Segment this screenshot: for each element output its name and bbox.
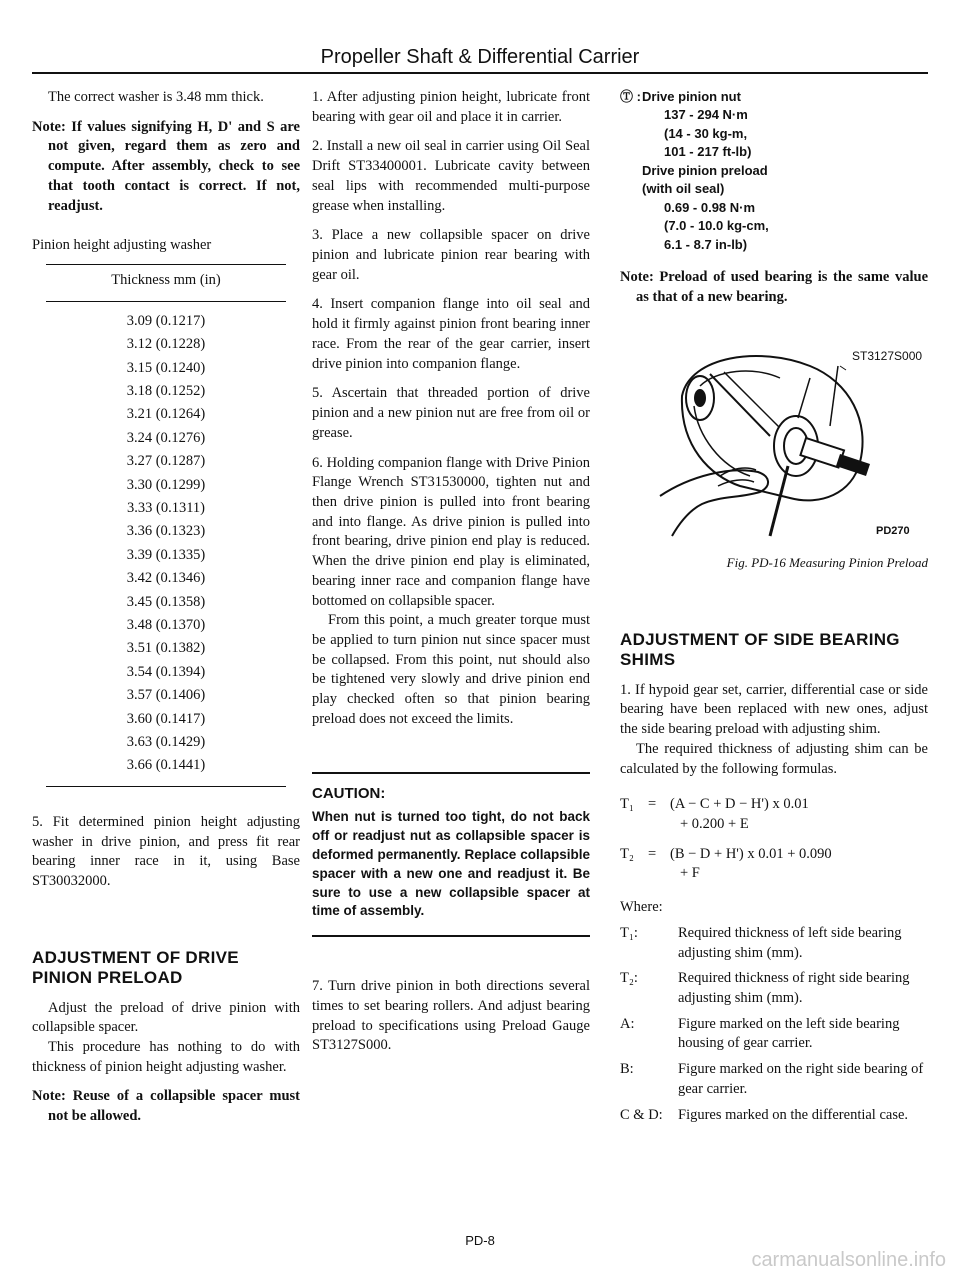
header-rule [32, 72, 928, 74]
para-adjust-preload: Adjust the preload of drive pinion with collapsible spacer. [32, 999, 300, 1036]
heading-drive-pinion-preload: ADJUSTMENT OF DRIVE PINION PRELOAD [32, 947, 239, 988]
table-row: 3.12 (0.1228) [126, 336, 206, 353]
column-middle [312, 88, 590, 1066]
spec-line: 6.1 - 8.7 in-lb) [664, 236, 748, 252]
table-row: 3.30 (0.1299) [126, 476, 206, 493]
formula-t2 [620, 845, 928, 884]
definition-value: Figures marked on the differential case. [678, 1106, 909, 1123]
step-1: 1. After adjusting pinion height, lubricate front bearing with gear oil and place it in carrier. [312, 89, 590, 125]
spec-line: 0.69 - 0.98 N·m [664, 199, 756, 215]
formula-t1-symbol: T₁ [620, 796, 634, 813]
table-row: 3.09 (0.1217) [126, 312, 206, 329]
torque-symbol-icon: Ⓣ : [620, 89, 641, 104]
definition-item [620, 1106, 928, 1126]
definition-value: Figure marked on the right side bearing of gear carrier. [678, 1061, 924, 1097]
definition-key: T₁: [620, 924, 638, 941]
formula-t1-line2: + 0.200 + E [680, 816, 749, 832]
formula-t2-line1: (B − D + H') x 0.01 + 0.090 [670, 845, 832, 862]
intro-paragraph: The correct washer is 3.48 mm thick. [48, 89, 264, 105]
definition-value: Required thickness of right side bearing adjusting shim (mm). [678, 970, 910, 1007]
para-side-bearing-2: The required thickness of adjusting shim can be calculated by the following formulas. [620, 740, 928, 777]
table-row: 3.15 (0.1240) [126, 359, 206, 376]
definitions-list [620, 924, 928, 1125]
spec-line: Drive pinion preload [642, 162, 768, 178]
spec-line: (7.0 - 10.0 kg-cm, [664, 218, 769, 234]
watermark: carmanualsonline.info [751, 1248, 946, 1271]
definition-key: A: [620, 1015, 635, 1032]
note-used-bearing: Note: Preload of used bearing is the same value as that of a new bearing. [620, 269, 928, 305]
spec-line: 137 - 294 N·m [664, 107, 748, 123]
para-side-bearing-1: 1. If hypoid gear set, carrier, differential case or side bearing have been replaced with new ones, adjust the side bearing preload with adjusting shim. [620, 681, 928, 738]
table-row: 3.54 (0.1394) [126, 663, 206, 680]
caution-box [312, 772, 590, 938]
formula-t2-line2: + F [680, 865, 700, 882]
figure-caption: Fig. PD-16 Measuring Pinion Preload [726, 555, 928, 571]
table-row: 3.48 (0.1370) [126, 617, 206, 634]
table-row: 3.33 (0.1311) [127, 500, 205, 516]
para-procedure: This procedure has nothing to do with thickness of pinion height adjusting washer. [32, 1038, 300, 1075]
definition-key: C & D: [620, 1106, 663, 1123]
torque-spec [620, 88, 928, 254]
formula-t1 [620, 795, 928, 834]
page-number: PD-8 [465, 1233, 495, 1248]
step-5-fit-washer: 5. Fit determined pinion height adjusting washer in drive pinion, and press fit rear bearing inner race in it, using Base ST30032000. [32, 813, 300, 890]
table-row: 3.66 (0.1441) [126, 757, 206, 774]
table-row: 3.45 (0.1358) [126, 593, 206, 610]
definition-value: Figure marked on the left side bearing housing of gear carrier. [678, 1015, 900, 1052]
definition-item [620, 924, 928, 963]
table-row: 3.63 (0.1429) [126, 734, 206, 751]
page-header-title: Propeller Shaft & Differential Carrier [320, 46, 640, 68]
note-values: Note: If values signifying H, D' and S are not given, regard them as zero and compute. After assembly, check to see that tooth contact is correct. If not, readjust. [32, 118, 300, 214]
washer-table [32, 264, 300, 787]
step-5: 5. Ascertain that threaded portion of drive pinion and a new pinion nut are free from oil or grease. [312, 385, 590, 441]
table-row: 3.60 (0.1417) [126, 710, 206, 727]
caution-text: When nut is turned too tight, do not back off or readjust nut as collapsible spacer is deformed permanently. Replace collapsible spacer with a new one and readjust it. Be sure to use a new collapsible spacer at time of assembly. [312, 808, 590, 919]
spec-line: (14 - 30 kg-m, [664, 125, 748, 141]
where-label: Where: [620, 899, 663, 916]
formula-t2-symbol: T₂ [620, 845, 634, 862]
formula-equals: = [648, 796, 657, 813]
table-row: 3.27 (0.1287) [126, 453, 206, 470]
table-header: Thickness mm (in) [46, 265, 286, 302]
table-row: 3.21 (0.1264) [126, 406, 206, 423]
step-2: 2. Install a new oil seal in carrier using Oil Seal Drift ST33400001. Lubricate cavity between seal lips with recommended multi-purpose grease when installing. [312, 138, 590, 214]
table-row: 3.36 (0.1323) [126, 523, 206, 540]
column-right [620, 88, 928, 1131]
spec-line: Drive pinion nut [642, 89, 741, 104]
note-reuse-spacer: Note: Reuse of a collapsible spacer must not be allowed. [32, 1088, 300, 1125]
table-row: 3.57 (0.1406) [126, 687, 206, 704]
table-row: 3.42 (0.1346) [126, 570, 206, 587]
formula-t1-line1: (A − C + D − H') x 0.01 [670, 796, 809, 813]
definition-item [620, 1060, 928, 1099]
definition-key: B: [620, 1061, 634, 1078]
column-left [32, 88, 300, 1141]
definition-item [620, 969, 928, 1008]
formula-equals: = [648, 845, 657, 862]
table-title: Pinion height adjusting washer [32, 237, 212, 254]
table-bottom-rule [46, 786, 286, 787]
step-7: 7. Turn drive pinion in both directions several times to set bearing rollers. And adjust bearing preload to specifications using Preload Gauge ST3127S000. [312, 978, 590, 1054]
step-6: 6. Holding companion flange with Drive Pinion Flange Wrench ST31530000, tighten nut and then drive pinion is pulled into front bearing and into flange. As drive pinion is pulled into front bearing, drive pinion end play is reduced. When the drive pinion end play is eliminated, bearing inner race and companion flange have bottomed on collapsible spacer. [312, 454, 590, 609]
table-row: 3.24 (0.1276) [126, 429, 206, 446]
figure-pd16 [620, 326, 928, 572]
table-row: 3.39 (0.1335) [126, 546, 206, 563]
definition-item [620, 1015, 928, 1054]
step-3: 3. Place a new collapsible spacer on drive pinion and lubricate pinion rear bearing with gear oil. [312, 227, 590, 283]
spec-line: (with oil seal) [642, 181, 725, 197]
figure-code: PD270 [876, 524, 910, 537]
heading-side-bearing-shims: ADJUSTMENT OF SIDE BEARING SHIMS [620, 629, 900, 670]
table-row: 3.51 (0.1382) [126, 640, 206, 657]
preload-gauge-illustration [620, 326, 928, 546]
table-body [32, 302, 300, 786]
step-4: 4. Insert companion flange into oil seal and hold it firmly against pinion front bearing inner race. From the rear of the gear carrier, insert drive pinion into companion flange. [312, 296, 590, 372]
table-row: 3.18 (0.1252) [126, 382, 206, 399]
spec-line: 101 - 217 ft-lb) [664, 144, 752, 160]
definition-key: T₂: [620, 970, 638, 987]
step-6-continued: From this point, a much greater torque must be applied to turn pinion nut since spacer must be collapsed. From this point, nut should also be tightened very slowly and drive pinion end play checked often so that pinion bearing preload does not exceed the limits. [312, 612, 590, 727]
caution-title: CAUTION: [312, 784, 386, 802]
figure-tool-label: ST3127S000 [852, 348, 923, 363]
definition-value: Required thickness of left side bearing adjusting shim (mm). [678, 924, 902, 961]
